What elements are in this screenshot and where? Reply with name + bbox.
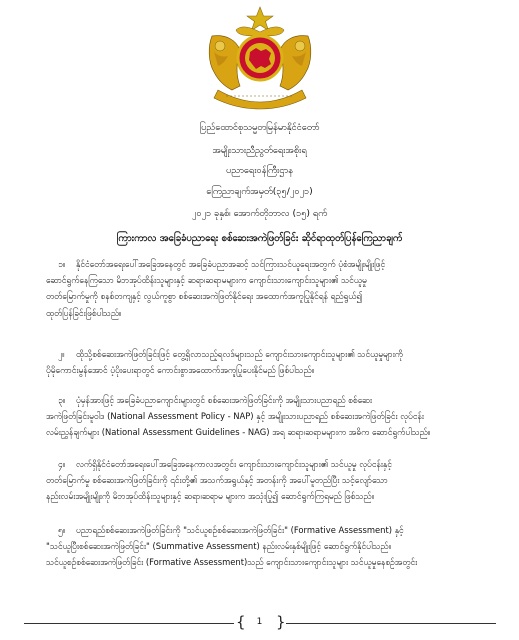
document-title: ကြားကာလ အခြေခံပညာရေး စစ်ဆေးအကဲဖြတ်ခြင်း ဆိုင်ရာထုတ်ပြန်ကြေညာချက် xyxy=(116,233,403,244)
right-brace-icon: } xyxy=(276,613,286,631)
paragraph-line: ၁။ နိုင်ငံတော်အရေးပေါ်အခြေအနေတွင် အခြေခံပညာအဆင့် သင်ကြားသင်ယူရေးအတွက် ပုံစံအမျိုးမျိုးဖြင့် xyxy=(46,256,484,272)
paragraph-line: သင်ယူစဉ်စစ်ဆေးအကဲဖြတ်ခြင်း (Formative Assessment)သည် ကျောင်းသားကျောင်းသူများ သင်ယူမှုနေစဉ်အတွင်း xyxy=(46,557,418,568)
paragraph-2 xyxy=(46,346,484,378)
paragraph-line: "သင်ယူပြီးစစ်ဆေးအကဲဖြတ်ခြင်း" (Summative Assessment) နည်းလမ်းနှစ်မျိုးဖြင့် ဆောင်ရွက်နိုင်ပါသည်။ xyxy=(46,541,392,552)
government-name: အမျိုးသားညီညွတ်ရေးအစိုးရ xyxy=(212,145,307,156)
state-seal-emblem xyxy=(202,6,318,110)
paragraph-line: ပိုမိုကောင်းမွန်အောင် ပံ့ပိုးပေးရာတွင် ကောင်းစွာအထောက်အကူပြုပေးနိုင်မည် ဖြစ်ပါသည်။ xyxy=(46,365,315,376)
paragraph-1 xyxy=(46,256,484,321)
paragraph-number: ၃။ xyxy=(58,395,66,405)
paragraph-line: ၃။ ပုံမှန်အားဖြင့် အခြေခံပညာကျောင်းများတွင် စစ်ဆေးအကဲဖြတ်ခြင်းကို အမျိုးသားပညာရည် စစ်ဆေး xyxy=(46,392,484,408)
paragraph-line: ၂။ ထိုသို့စစ်ဆေးအကဲဖြတ်ခြင်းဖြင့် တွေ့ရှိလာသည့်ရလဒ်များသည် ကျောင်းသားကျောင်းသူများ၏ သင်ယူမှုများကို xyxy=(46,346,484,362)
paragraph-number: ၁။ xyxy=(58,259,66,269)
paragraph-line: နည်းလမ်းအမျိုးမျိုးကို မိဘအုပ်ထိန်းသူများနှင့် ဆရာ၊ဆရာမ များက အသုံးပြု၍ ဆောင်ရွက်ကြရမည် ဖြစ်သည်။ xyxy=(46,491,375,502)
paragraph-number: ၅။ xyxy=(58,525,66,535)
paragraph-3 xyxy=(46,392,484,441)
paragraph-line: ဆောင်ရွက်နေကြသော မိဘအုပ်ထိန်းသူများနှင့် ဆရာ၊ဆရာမများက ကျောင်းသားကျောင်းသူများ၏ သင်ယူမှု xyxy=(46,275,367,286)
page-footer xyxy=(0,612,519,632)
paragraph-number: ၂။ xyxy=(58,349,65,359)
paragraph-number: ၄။ xyxy=(58,459,66,469)
paragraph-5 xyxy=(46,522,484,571)
paragraph-line: လမ်းညွှန်ချက်များ (National Assessment Guidelines - NAG) အရ ဆရာ၊ဆရာမများက အဓိက ဆောင်ရွက်ပါသည်။ xyxy=(46,427,431,438)
page-number: 1 xyxy=(256,617,263,627)
paragraph-line: ၄။ လက်ရှိနိုင်ငံတော်အရေးပေါ်အခြေအနေကာလအတွင်း ကျောင်းသားကျောင်းသူများ၏ သင်ယူမှု လုပ်ငန်းနှင့် xyxy=(46,456,484,472)
paragraph-line: ထုတ်ပြန်ခြင်းဖြစ်ပါသည်။ xyxy=(46,307,122,318)
paragraph-line: တတ်မြောက်မှုကို စနစ်တကျနှင့် လွယ်ကူစွာ စစ်ဆေးအကဲဖြတ်နိုင်ရေး အထောက်အကူပြုနိုင်ရန် ရည်ရွယ်၍ xyxy=(46,291,363,302)
paragraph-line: တတ်မြောက်မှု စစ်ဆေးအကဲဖြတ်ခြင်းကို ၎င်းတို့၏ အသက်အရွယ်နှင့် အတန်းကို အပေါ်မူတည်ပြီး သင့်လျော်သော xyxy=(46,475,388,486)
paragraph-4 xyxy=(46,456,484,505)
announcement-date: ၂၀၂၁ ခုနှစ်၊ အောက်တိုဘာလ (၁၅) ရက် xyxy=(191,208,328,219)
ministry-name: ပညာရေးဝန်ကြီးဌာန xyxy=(226,165,293,176)
announcement-number: ကြေညာချက်အမှတ်(၃၅/၂၀၂၁) xyxy=(206,186,313,197)
paragraph-line: အကဲဖြတ်ခြင်းမူဝါဒ (National Assessment Policy - NAP) နှင့် အမျိုးသားပညာရည် စစ်ဆေးအကဲဖြတ်ခြင်း လုပ်ငန်း xyxy=(46,411,424,422)
country-name: ပြည်ထောင်စုသမ္မတမြန်မာနိုင်ငံတော် xyxy=(199,122,320,133)
footer-rule-right xyxy=(286,623,496,624)
paragraph-line: ၅။ ပညာရည်စစ်ဆေးအကဲဖြတ်ခြင်းကို "သင်ယူစဉ်စစ်ဆေးအကဲဖြတ်ခြင်း" (Formative Assessment) နှင့် xyxy=(46,522,484,538)
left-brace-icon: { xyxy=(236,613,246,631)
